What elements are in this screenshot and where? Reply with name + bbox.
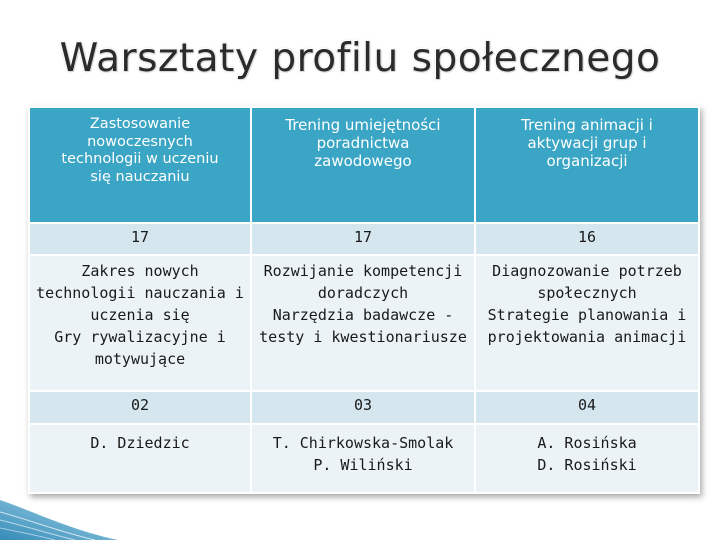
topic-line: motywujące [94,350,186,368]
hours-cell: 17 [29,223,251,255]
topic-line: Gry rywalizacyjne i [54,328,226,346]
room-cell: 03 [251,391,475,424]
header-line: Trening animacji i [521,116,653,134]
topic-line: technologii nauczania i [36,284,244,302]
topics-cell [251,255,475,391]
header-cell-1 [29,107,251,223]
header-cell-3 [475,107,699,223]
header-line: się nauczaniu [90,168,190,185]
topic-line: projektowania animacji [487,328,687,346]
hours-cell: 17 [251,223,475,255]
topic-line: doradczych [317,284,409,302]
header-line: technologii w uczeniu [61,151,219,167]
topic-line: uczenia się [90,306,190,324]
table-row-room [29,391,699,424]
room-cell: 02 [29,391,251,424]
header-cell-2 [251,107,475,223]
topic-line: Strategie planowania i [487,306,687,324]
header-line: zawodowego [314,152,412,170]
topic-line: Narzędzia badawcze - [272,306,454,324]
table-row-topics [29,255,699,391]
topic-line: Zakres nowych [81,262,199,280]
table-row-leaders [29,424,699,493]
leaders-cell [475,424,699,493]
header-line: Zastosowanie [89,116,191,132]
leader-name: D. Dziedzic [90,434,190,452]
page-title: Warsztaty profilu społecznego [59,36,661,81]
header-line: organizacji [546,152,628,170]
topic-line: Diagnozowanie potrzeb [492,262,682,280]
corner-decoration [0,450,120,540]
leader-name: P. Wiliński [313,456,413,474]
leader-name: T. Chirkowska-Smolak [272,434,454,452]
topic-line: społecznych [537,284,637,302]
leaders-cell [251,424,475,493]
table-header-row [29,107,699,223]
topics-cell [29,255,251,391]
leader-name: A. Rosińska [537,434,637,452]
header-line: poradnictwa [316,134,410,152]
table-row-hours [29,223,699,255]
topic-line: Rozwijanie kompetencji [263,262,463,280]
header-line: nowoczesnych [87,133,193,150]
hours-cell: 16 [475,223,699,255]
topic-line: testy i kwestionariusze [259,328,467,346]
workshop-table [28,106,700,494]
header-line: Trening umiejętności [285,116,441,134]
topics-cell [475,255,699,391]
room-cell: 04 [475,391,699,424]
header-line: aktywacji grup i [527,134,647,152]
leader-name: D. Rosiński [537,456,637,474]
